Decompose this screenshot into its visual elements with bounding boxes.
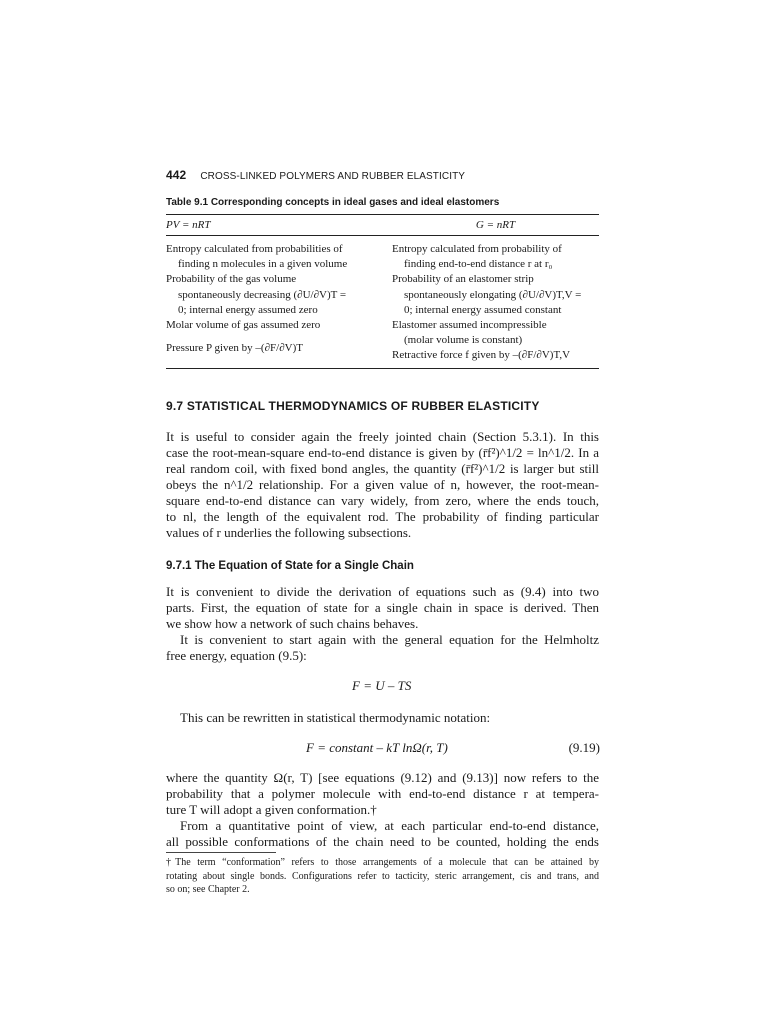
table-cell xyxy=(166,242,392,272)
table-cell xyxy=(392,272,599,318)
table-column-elastomer xyxy=(392,242,599,364)
subsection-paragraph-3 xyxy=(166,710,599,726)
text-line: square end-to-end distance can vary widely, from zero, where the ends touch, xyxy=(166,493,599,508)
table-cell xyxy=(166,272,392,318)
cell-line: finding end-to-end distance r at r₀ xyxy=(404,258,553,271)
subsection-paragraph-5 xyxy=(166,818,599,850)
running-title: CROSS-LINKED POLYMERS AND RUBBER ELASTICITY xyxy=(200,171,466,182)
cell-line: Probability of the gas volume xyxy=(166,273,297,286)
table-column-gas xyxy=(166,242,392,364)
subsection-paragraph-1 xyxy=(166,584,599,632)
footnote-rule xyxy=(166,852,276,853)
text-line: It is convenient to start again with the general equation for the Helmholtz xyxy=(180,632,599,647)
cell-line: Molar volume of gas assumed zero xyxy=(166,319,321,332)
cell-line: (molar volume is constant) xyxy=(404,334,523,347)
subsection-paragraph-2 xyxy=(166,632,599,664)
cell-line: Probability of an elastomer strip xyxy=(392,273,534,286)
cell-line: Retractive force f given by –(∂F/∂V)T,V xyxy=(392,349,571,362)
table-body xyxy=(166,236,599,368)
table-header-row xyxy=(166,215,599,235)
cell-line: Entropy calculated from probabilities of xyxy=(166,243,343,255)
equation-9-19: F = constant – kT lnΩ(r, T) xyxy=(306,740,448,755)
cell-line: spontaneously elongating (∂U/∂V)T,V = xyxy=(404,288,582,301)
text-line: to nl, the length of the equivalent rod. The probability of finding particular xyxy=(166,509,599,524)
text-line: case the root-mean-square end-to-end distance is given by (r̄f²)^1/2 = ln^1/2. In a xyxy=(166,445,599,460)
table-cell xyxy=(166,318,392,333)
text-line: parts. First, the equation of state for a single chain in space is derived. Then xyxy=(166,600,599,615)
cell-line: spontaneously decreasing (∂U/∂V)T = xyxy=(178,288,347,301)
table-cell xyxy=(392,242,599,272)
table-header-gas: PV = nRT xyxy=(166,219,211,231)
cell-line: 0; internal energy assumed zero xyxy=(178,303,318,316)
subsection-paragraph-4 xyxy=(166,770,599,818)
cell-line: Entropy calculated from probability of xyxy=(392,243,562,255)
text-line: real random coil, with fixed bond angles, the quantity (r̄f²)^1/2 is larger but still xyxy=(166,461,599,476)
text-line: From a quantitative point of view, at each particular end-to-end distance, xyxy=(180,818,599,833)
equation-helmholtz: F = U – TS xyxy=(352,678,412,693)
table-title: Table 9.1 Corresponding concepts in ideal gases and ideal elastomers xyxy=(166,197,500,208)
section-paragraph xyxy=(166,429,599,541)
footnote-line: so on; see Chapter 2. xyxy=(166,884,250,895)
cell-line: Elastomer assumed incompressible xyxy=(392,319,547,332)
footnote-line: †The term “conformation” refers to those arrangements of a molecule that can be attained by xyxy=(166,857,599,868)
table-cell xyxy=(166,341,392,356)
section-heading: 9.7 STATISTICAL THERMODYNAMICS OF RUBBER ELASTICITY xyxy=(166,399,540,413)
text-line: It is convenient to divide the derivation of equations such as (9.4) into two xyxy=(166,584,599,599)
running-head xyxy=(166,168,606,182)
subsection-heading: 9.7.1 The Equation of State for a Single Chain xyxy=(166,560,414,572)
table-bottom-rule xyxy=(166,368,599,369)
text-line: where the quantity Ω(r, T) [see equations (9.12) and (9.13)] now refers to the xyxy=(166,770,599,785)
text-line: free energy, equation (9.5): xyxy=(166,648,307,663)
cell-line: 0; internal energy assumed constant xyxy=(404,303,562,316)
text-line: obeys the n^1/2 relationship. For a given value of n, however, the root-mean- xyxy=(166,477,599,492)
text-line: values of r underlies the following subsections. xyxy=(166,525,412,540)
text-line: probability that a polymer molecule with end-to-end distance r at tempera- xyxy=(166,786,599,801)
table-cell xyxy=(392,318,599,348)
cell-line: finding n molecules in a given volume xyxy=(178,258,348,271)
text-line: we show how a network of such chains behaves. xyxy=(166,616,419,631)
text-line: It is useful to consider again the freely jointed chain (Section 5.3.1). In this xyxy=(166,429,599,444)
text-line: ture T will adopt a given conformation.† xyxy=(166,802,377,817)
page-number: 442 xyxy=(166,168,187,182)
footnote-line: rotating about single bonds. Configurations refer to tacticity, steric arrangement, cis and trans, and xyxy=(166,870,599,882)
text-line: This can be rewritten in statistical thermodynamic notation: xyxy=(180,710,491,725)
table-cell xyxy=(392,348,599,363)
comparison-table xyxy=(166,214,599,369)
equation-number: (9.19) xyxy=(568,740,600,755)
cell-line: Pressure P given by –(∂F/∂V)T xyxy=(166,342,303,355)
text-line: all possible conformations of the chain need to be counted, holding the ends xyxy=(166,834,599,849)
footnote xyxy=(166,856,599,897)
table-header-elastomer: G = nRT xyxy=(475,219,516,231)
